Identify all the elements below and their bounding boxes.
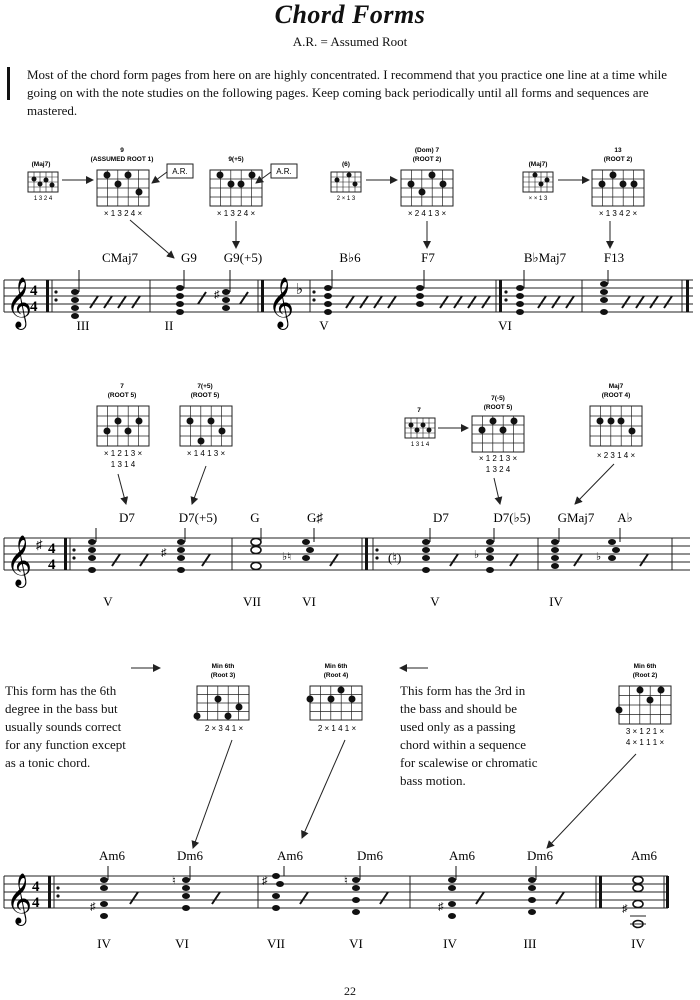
svg-text:♯: ♯ bbox=[161, 547, 167, 559]
note-right-line: the bass and should be bbox=[400, 701, 517, 716]
roman-numeral: VII bbox=[242, 594, 262, 609]
note-left-line: degree in the bass but bbox=[5, 701, 118, 716]
chord-diagram bbox=[592, 147, 644, 218]
diagram-name: Min 6th bbox=[211, 663, 235, 670]
diagram-name: 13 bbox=[614, 147, 622, 154]
svg-text:♯: ♯ bbox=[214, 289, 220, 301]
treble-clef: 𝄞 bbox=[268, 277, 295, 328]
chord-symbol: CMaj7 bbox=[101, 250, 139, 265]
chord-diagram bbox=[97, 383, 149, 469]
roman-numeral: IV bbox=[549, 594, 563, 609]
roman-numeral: VI bbox=[498, 318, 512, 333]
chord-symbol: F7 bbox=[421, 250, 435, 265]
chord-symbol: Am6 bbox=[277, 848, 303, 863]
diagram-fingering: × 1 3 4 2 × bbox=[598, 209, 638, 218]
diagram-fingering: 1 3 2 4 bbox=[485, 465, 511, 474]
chord-symbol: G9(+5) bbox=[223, 250, 263, 265]
diagram-name: Min 6th bbox=[324, 663, 348, 670]
intro-paragraph: Most of the chord form pages from here on are highly concentrated. I recommend that you practice one line at a time while going on with the note studies on the following pages. Keep coming back periodically until all forms and sequences are mastered. bbox=[27, 67, 668, 118]
diagram-name: (ROOT 2) bbox=[603, 156, 633, 163]
chord-diagram bbox=[523, 161, 553, 202]
music-staff bbox=[4, 866, 669, 928]
svg-text:♯: ♯ bbox=[622, 903, 628, 915]
chord-symbol: D7(+5) bbox=[178, 510, 218, 525]
chord-diagram bbox=[194, 663, 250, 733]
chord-symbol: G9 bbox=[181, 250, 197, 265]
note-right-line: bass motion. bbox=[400, 773, 466, 788]
diagram-fingering: 2 × 3 4 1 × bbox=[204, 724, 244, 733]
diagram-name: (ROOT 5) bbox=[190, 392, 220, 399]
diagram-name: 9 bbox=[120, 147, 124, 154]
chord-diagram bbox=[590, 383, 642, 460]
key-flat: ♭ bbox=[296, 282, 304, 298]
ar-label: A.R. bbox=[172, 167, 188, 176]
leader-arrow bbox=[494, 478, 500, 504]
music-staff bbox=[4, 528, 690, 588]
diagram-name: (Dom) 7 bbox=[414, 147, 440, 154]
roman-numeral: V bbox=[319, 318, 329, 333]
diagram-name: (Root 3) bbox=[210, 672, 236, 679]
chord-diagram bbox=[401, 147, 453, 218]
chord-symbol: Dm6 bbox=[527, 848, 553, 863]
leader-arrow bbox=[193, 740, 232, 848]
assumed-root-tag bbox=[152, 164, 193, 183]
leader-arrow bbox=[118, 474, 126, 504]
chord-symbol: GMaj7 bbox=[557, 510, 595, 525]
diagram-fingering: × 1 3 2 4 × bbox=[216, 209, 256, 218]
page-title: Chord Forms bbox=[274, 0, 426, 29]
svg-text:♯: ♯ bbox=[262, 875, 268, 887]
diagram-name: (ROOT 2) bbox=[412, 156, 442, 163]
diagram-fingering: 2 × 1 3 bbox=[336, 196, 356, 202]
treble-clef: 𝄞 bbox=[6, 535, 33, 586]
roman-numeral: III bbox=[523, 936, 537, 951]
svg-text:♯: ♯ bbox=[90, 901, 96, 913]
diagram-name: Maj7 bbox=[608, 383, 624, 390]
chord-symbol: D7(♭5) bbox=[493, 510, 531, 525]
diagram-fingering: 3 × 1 2 1 × bbox=[625, 727, 665, 736]
diagram-name: 7(+5) bbox=[197, 383, 213, 390]
chord-symbol: B♭Maj7 bbox=[523, 250, 567, 265]
roman-numeral: II bbox=[164, 318, 174, 333]
chord-diagram bbox=[307, 663, 363, 733]
chord-symbol: Am6 bbox=[99, 848, 125, 863]
leader-arrow bbox=[547, 754, 636, 848]
diagram-fingering: × 2 4 1 3 × bbox=[407, 209, 447, 218]
diagram-name: (ROOT 4) bbox=[601, 392, 631, 399]
time-signature: 4 bbox=[32, 895, 40, 911]
leader-arrow bbox=[192, 466, 206, 504]
svg-text:♯: ♯ bbox=[438, 901, 444, 913]
roman-numeral: VI bbox=[349, 936, 363, 951]
chord-symbol: Am6 bbox=[449, 848, 475, 863]
diagram-name: (ASSUMED ROOT 1) bbox=[90, 156, 154, 163]
note-right-line: used only as a passing bbox=[400, 719, 516, 734]
chord-symbol: A♭ bbox=[617, 510, 633, 525]
roman-numeral: III bbox=[76, 318, 90, 333]
chord-diagram bbox=[472, 395, 524, 474]
diagram-name: (ROOT 5) bbox=[483, 404, 513, 411]
ar-label: A.R. bbox=[276, 167, 292, 176]
note-left-line: as a tonic chord. bbox=[5, 755, 91, 770]
roman-numeral: VII bbox=[266, 936, 286, 951]
note-left-line: usually sounds correct bbox=[5, 719, 122, 734]
time-signature: 4 bbox=[30, 299, 38, 315]
diagram-fingering: 4 × 1 1 1 × bbox=[625, 738, 665, 747]
time-signature: 4 bbox=[48, 557, 56, 573]
page-subtitle: A.R. = Assumed Root bbox=[292, 34, 408, 49]
diagram-name: (Root 2) bbox=[632, 672, 658, 679]
chord-diagram bbox=[616, 663, 672, 747]
note-right-line: for scalewise or chromatic bbox=[400, 755, 538, 770]
chord-diagram bbox=[180, 383, 232, 458]
roman-numeral: VI bbox=[175, 936, 189, 951]
diagram-fingering: × 1 3 2 4 × bbox=[103, 209, 143, 218]
chord-symbol: Dm6 bbox=[357, 848, 383, 863]
diagram-fingering: × × 1 3 bbox=[528, 196, 548, 202]
diagram-fingering: × 2 3 1 4 × bbox=[596, 451, 636, 460]
diagram-fingering: 1 3 1 4 bbox=[110, 460, 136, 469]
chord-symbol: D7 bbox=[433, 510, 449, 525]
chord-symbol: Am6 bbox=[631, 848, 657, 863]
diagram-name: (Maj7) bbox=[528, 161, 548, 168]
svg-text:♭♮: ♭♮ bbox=[282, 551, 292, 563]
diagram-name: (Maj7) bbox=[31, 161, 51, 168]
roman-numeral: V bbox=[430, 594, 440, 609]
svg-text:(♮): (♮) bbox=[388, 550, 402, 565]
page-number: 22 bbox=[344, 984, 356, 998]
diagram-name: (ROOT 5) bbox=[107, 392, 137, 399]
leader-arrow bbox=[575, 464, 614, 504]
diagram-name: 7 bbox=[120, 383, 124, 390]
note-right-line: chord within a sequence bbox=[400, 737, 526, 752]
key-sharp: ♯ bbox=[36, 537, 43, 552]
diagram-fingering: 1 3 2 4 bbox=[33, 196, 53, 202]
time-signature: 4 bbox=[48, 541, 56, 557]
treble-clef: 𝄞 bbox=[6, 873, 33, 924]
time-signature: 4 bbox=[32, 879, 40, 895]
note-left-line: for any function except bbox=[5, 737, 126, 752]
diagram-fingering: 2 × 1 4 1 × bbox=[317, 724, 357, 733]
note-right-line: This form has the 3rd in bbox=[400, 683, 526, 698]
chord-symbol: Dm6 bbox=[177, 848, 203, 863]
leader-arrow bbox=[302, 740, 345, 838]
diagram-fingering: × 1 4 1 3 × bbox=[186, 449, 226, 458]
music-staff bbox=[4, 270, 693, 330]
chord-symbol: G♯ bbox=[307, 510, 323, 525]
diagram-name: 7(-5) bbox=[491, 395, 505, 402]
time-signature: 4 bbox=[30, 283, 38, 299]
roman-numeral: IV bbox=[97, 936, 111, 951]
chord-symbol: D7 bbox=[119, 510, 135, 525]
diagram-name: 7 bbox=[417, 407, 421, 414]
chord-symbol: B♭6 bbox=[339, 250, 361, 265]
chord-symbol: F13 bbox=[603, 250, 625, 265]
diagram-name: Min 6th bbox=[633, 663, 657, 670]
diagram-name: 9(+5) bbox=[228, 156, 244, 163]
chord-diagram bbox=[28, 161, 58, 202]
treble-clef: 𝄞 bbox=[6, 277, 33, 328]
diagram-name: (6) bbox=[342, 161, 350, 168]
roman-numeral: VI bbox=[302, 594, 316, 609]
diagram-fingering: 1 3 1 4 bbox=[410, 442, 430, 448]
roman-numeral: IV bbox=[443, 936, 457, 951]
note-left-line: This form has the 6th bbox=[5, 683, 117, 698]
svg-text:♮: ♮ bbox=[344, 875, 348, 887]
roman-numeral: V bbox=[103, 594, 113, 609]
svg-text:♮: ♮ bbox=[172, 875, 176, 887]
chord-diagram bbox=[91, 147, 154, 218]
roman-numeral: IV bbox=[631, 936, 645, 951]
svg-text:♭: ♭ bbox=[474, 549, 480, 561]
svg-text:♭: ♭ bbox=[596, 551, 602, 563]
chord-diagram bbox=[405, 407, 435, 448]
diagram-fingering: × 1 2 1 3 × bbox=[103, 449, 143, 458]
chord-diagram bbox=[210, 156, 262, 218]
diagram-fingering: × 1 2 1 3 × bbox=[478, 454, 518, 463]
diagram-name: (Root 4) bbox=[323, 672, 349, 679]
chord-diagram bbox=[331, 161, 361, 202]
chord-symbol: G bbox=[250, 510, 260, 525]
